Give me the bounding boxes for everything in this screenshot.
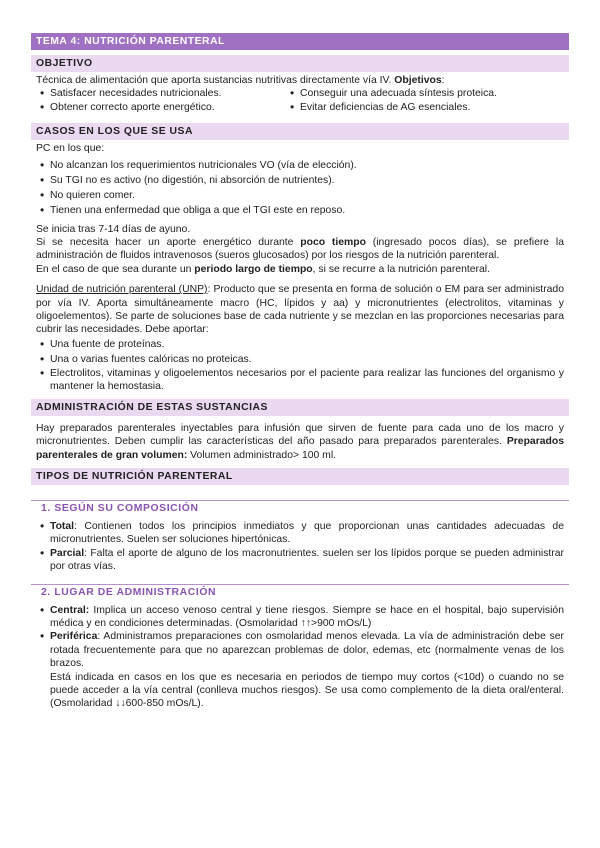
casos-intro: PC en los que:: [36, 143, 105, 155]
casos-section: [31, 140, 569, 393]
casos-paragraph-2: Si se necesita hacer un aporte energético durante poco tiempo (ingresado pocos días), se prefiere la administración de fluidos intravenosos (sueros glucosados) por los riesgos de la nutrición parenteral.: [36, 237, 564, 262]
list-item: • Satisfacer necesidades nutricionales.: [36, 87, 300, 100]
list-item: • Su TGI no es activo (no digestión, ni absorción de nutrientes).: [36, 173, 564, 188]
list-item: • Parcial: Falta el aporte de alguno de los macronutrientes. suelen ser los lípidos porque se pueden administrar por otras vías.: [36, 547, 564, 574]
subsection-header-composicion: 1. SEGÚN SU COMPOSICIÓN: [31, 500, 569, 517]
list-item: • Evitar deficiencias de AG esenciales.: [286, 101, 550, 114]
casos-paragraph-1: Se inicia tras 7-14 días de ayuno.: [36, 223, 191, 235]
unp-paragraph: Unidad de nutrición parenteral (UNP): Producto que se presenta en forma de solución o EM para ser administrado por vía IV. Aporta simultáneamente macro (HC, lípidos y aa) y micronutrientes (electrolitos, vitaminas y oligoelementos). Se parte de soluciones base de cada nutriente y se mezclan en las proporciones necesarias para cubrir las necesidades. Debe aportar:: [36, 284, 564, 336]
list-item: • No alcanzan los requerimientos nutricionales VO (vía de elección).: [36, 158, 564, 173]
list-item: • Central: Implica un acceso venoso central y tiene riesgos. Siempre se hace en el hospital, bajo supervisión médica y en condiciones determinadas. (Osmolaridad ↑↑>900 mOs/L): [36, 604, 564, 631]
periferica-note: Está indicada en casos en los que es necesaria en periodos de tiempo muy cortos (<10d) o cuando no se puede acceder a la vía central (conlleva muchos riesgos). Se usa como complemento de la dieta oral/enteral. (Osmolaridad ↓↓600-850 mOs/L).: [50, 671, 564, 710]
list-item: • Una o varias fuentes calóricas no proteicas.: [36, 352, 564, 367]
section-header-casos: CASOS EN LOS QUE SE USA: [31, 123, 569, 140]
section-header-administracion: ADMINISTRACIÓN DE ESTAS SUSTANCIAS: [31, 399, 569, 416]
document-title: TEMA 4: NUTRICIÓN PARENTERAL: [31, 33, 569, 50]
composicion-list: [36, 520, 564, 574]
composicion-section: [31, 517, 569, 574]
list-item: • Obtener correcto aporte energético.: [36, 101, 300, 114]
document-page: [31, 33, 569, 711]
lugar-section: [31, 601, 569, 711]
objetivo-right-list: [286, 87, 550, 114]
objetivo-intro: Técnica de alimentación que aporta sustancias nutritivas directamente vía IV. Objetivos:: [36, 75, 445, 86]
unp-list: [36, 337, 564, 394]
objetivo-section: [31, 72, 569, 114]
section-header-objetivo: OBJETIVO: [31, 55, 569, 72]
list-item: • Una fuente de proteínas.: [36, 337, 564, 352]
administracion-section: [31, 416, 569, 462]
administracion-paragraph: Hay preparados parenterales inyectables para infusión que sirven de fuente para cada uno de los macro y micronutrientes. Deben cumplir las características del año pasado para preparados parenterales. Preparados parenterales de gran volumen: Volumen administrado> 100 ml.: [36, 422, 564, 461]
list-item: • Total: Contienen todos los principios inmediatos y que proporcionan unas cantidades adecuadas de micronutrientes. Suelen ser soluciones hipertónicas.: [36, 520, 564, 547]
objetivo-columns: [36, 87, 564, 114]
casos-paragraph-3: En el caso de que sea durante un periodo largo de tiempo, si se recurre a la nutrición parenteral.: [36, 263, 490, 275]
list-item: • Conseguir una adecuada síntesis proteica.: [286, 87, 550, 100]
list-item: • Periférica: Administramos preparaciones con osmolaridad menos elevada. La vía de administración debe ser rotada frecuentemente para que no aparezcan problemas de dolor, edemas, etc (normalmente venas de los brazos.: [36, 630, 564, 670]
subsection-header-lugar: 2. LUGAR DE ADMINISTRACIÓN: [31, 584, 569, 601]
objetivo-left-list: [36, 87, 300, 114]
list-item: • No quieren comer.: [36, 188, 564, 203]
list-item: • Electrolitos, vitaminas y oligoelementos necesarios por el paciente para realizar las funciones del organismo y mantener la hemostasia.: [36, 367, 564, 394]
list-item: • Tienen una enfermedad que obliga a que el TGI este en reposo.: [36, 203, 564, 218]
lugar-list: [36, 604, 564, 671]
section-header-tipos: TIPOS DE NUTRICIÓN PARENTERAL: [31, 468, 569, 485]
casos-list: [36, 158, 564, 218]
